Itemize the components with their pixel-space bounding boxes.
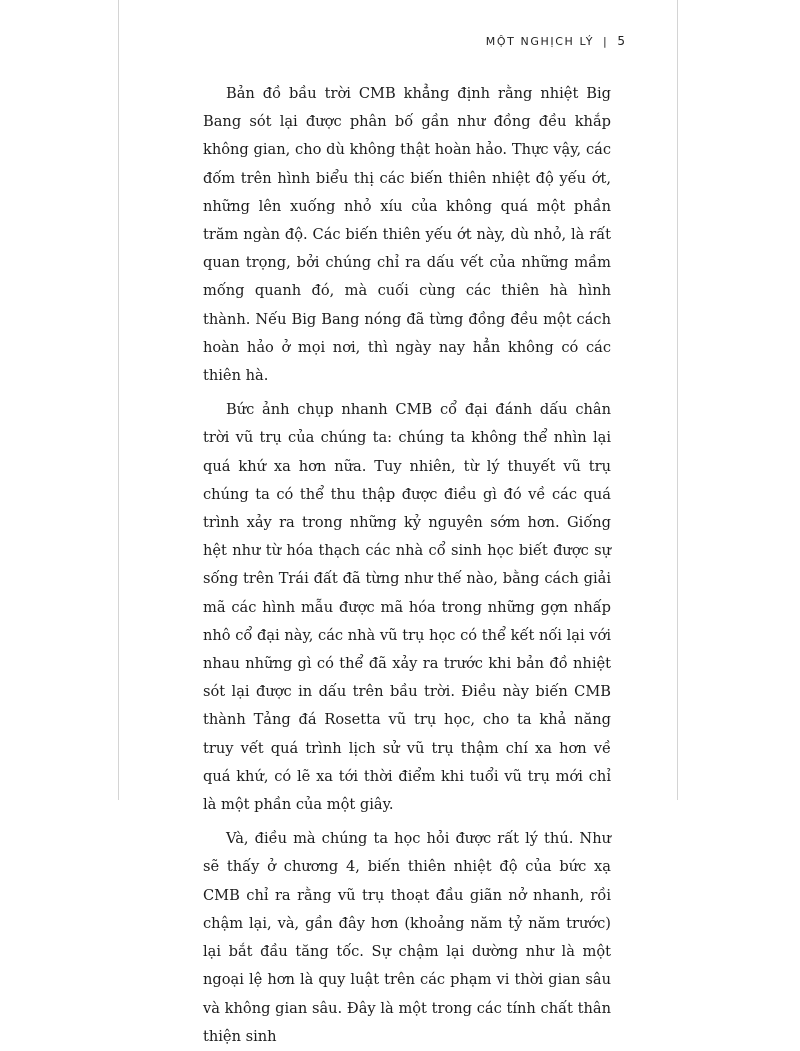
body-text <box>203 80 611 1051</box>
book-page <box>118 0 678 1045</box>
chapter-title: MỘT NGHỊCH LÝ <box>485 35 595 48</box>
page-number: 5 <box>617 34 625 48</box>
running-header <box>486 34 625 48</box>
paragraph-2: Bức ảnh chụp nhanh CMB cổ đại đánh dấu chân trời vũ trụ của chúng ta: chúng ta không thể nhìn lại quá khứ xa hơn nữa. Tuy nhiên, từ lý thuyết vũ trụ chúng ta có thể thu thập được điều gì đó về các quá trình xảy ra trong những kỷ nguyên sớm hơn. Giống hệt như từ hóa thạch các nhà cổ sinh học biết được sự sống trên Trái đất đã từng như thế nào, bằng cách giải mã các hình mẫu được mã hóa trong những gợn nhấp nhô cổ đại này, các nhà vũ trụ học có thể kết nối lại với nhau những gì có thể đã xảy ra trước khi bản đồ nhiệt sót lại được in dấu trên bầu trời. Điều này biến CMB thành Tảng đá Rosetta vũ trụ học, cho ta khả năng truy vết quá trình lịch sử vũ trụ thậm chí xa hơn về quá khứ, có lẽ xa tới thời điểm khi tuổi vũ trụ mới chỉ là một phần của một giây. <box>203 401 611 814</box>
paragraph-3: Và, điều mà chúng ta học hỏi được rất lý thú. Như sẽ thấy ở chương 4, biến thiên nhiệt độ của bức xạ CMB chỉ ra rằng vũ trụ thoạt đầu giãn nở nhanh, rồi chậm lại, và, gần đây hơn (khoảng năm tỷ năm trước) lại bắt đầu tăng tốc. Sự chậm lại dường như là một ngoại lệ hơn là quy luật trên các phạm vi thời gian sâu và không gian sâu. Đây là một trong các tính chất thân thiện sinh <box>203 830 611 1045</box>
paragraph-1: Bản đồ bầu trời CMB khẳng định rằng nhiệt Big Bang sót lại được phân bố gần như đồng đều khắp không gian, cho dù không thật hoàn hảo. Thực vậy, các đốm trên hình biểu thị các biến thiên nhiệt độ yếu ớt, những lên xuống nhỏ xíu của không quá một phần trăm ngàn độ. Các biến thiên yếu ớt này, dù nhỏ, là rất quan trọng, bởi chúng chỉ ra dấu vết của những mầm mống quanh đó, mà cuối cùng các thiên hà hình thành. Nếu Big Bang nóng đã từng đồng đều một cách hoàn hảo ở mọi nơi, thì ngày nay hẳn không có các thiên hà. <box>203 85 611 385</box>
header-separator: | <box>603 35 609 48</box>
